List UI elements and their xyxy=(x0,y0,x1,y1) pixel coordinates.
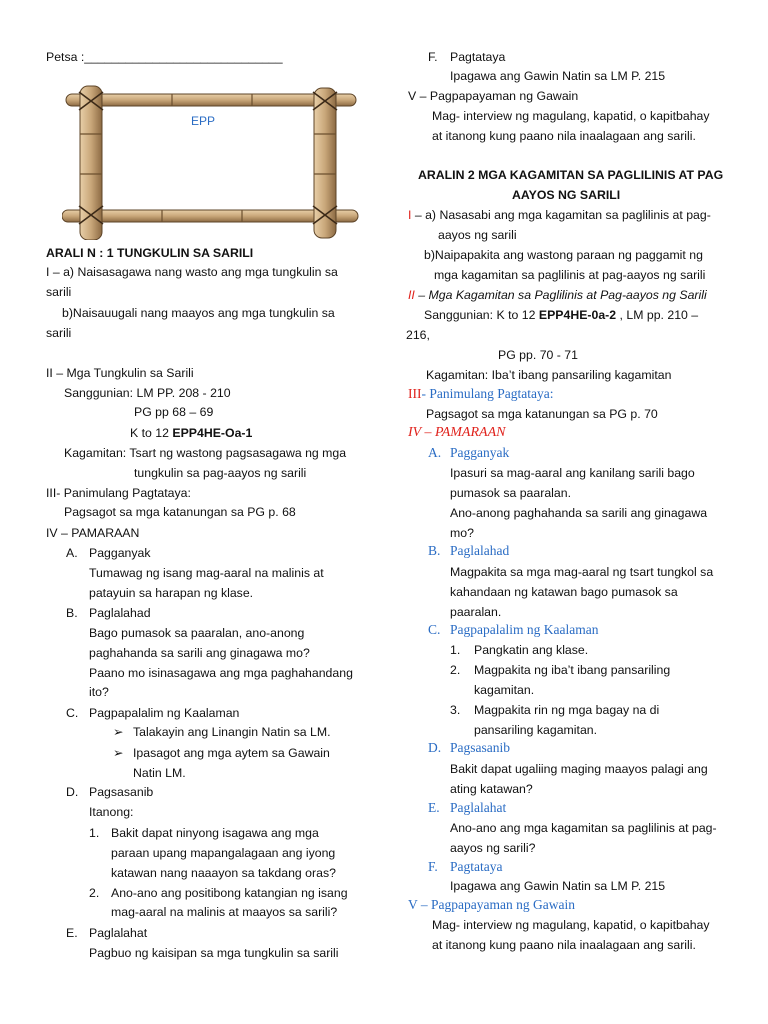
pg-pages: PG pp. 70 - 71 xyxy=(498,348,578,362)
question-number: 2. xyxy=(89,886,100,900)
item-a-text: Ano-anong paghahanda sa sarili ang ginagawa xyxy=(450,506,708,520)
objective-b-cont: mga kagamitan sa paglilinis at pag-aayos ng sarili xyxy=(434,268,706,282)
list-number: 1. xyxy=(450,643,461,657)
item-f-text: Ipagawa ang Gawin Natin sa LM P. 215 xyxy=(450,879,666,893)
section-iii-text: Pagsagot sa mga katanungan sa PG p. 70 xyxy=(426,407,658,421)
item-e-title: Paglalahat xyxy=(450,800,507,815)
item-c-label: C. xyxy=(66,706,79,720)
item-e-text: Ano-ano ang mga kagamitan sa paglilinis at pag- xyxy=(450,821,717,835)
item-a-text: pumasok sa paaralan. xyxy=(450,486,571,500)
arrow-bullet-icon: ➢ xyxy=(113,725,124,739)
list-item: Magpakita ng iba’t ibang pansariling xyxy=(474,663,671,677)
objective-b: b)Naipapakita ang wastong paraan ng paggamit ng xyxy=(424,248,703,262)
item-a-text: patayuin sa harapan ng klase. xyxy=(89,586,254,600)
objective-b: b)Naisauugali nang maayos ang mga tungkulin sa xyxy=(62,306,335,320)
section-ii-title: II – Mga Kagamitan sa Paglilinis at Pag-aayos ng Sarili xyxy=(408,288,707,302)
question-number: 1. xyxy=(89,826,100,840)
item-c-bullet-cont: Natin LM. xyxy=(133,766,186,780)
item-f-label: F. xyxy=(428,859,438,874)
list-item-cont: kagamitan. xyxy=(474,683,535,697)
item-e-text: aayos ng sarili? xyxy=(450,841,536,855)
section-iv-title: IV – PAMARAAN xyxy=(46,526,140,540)
item-f-title: Pagtataya xyxy=(450,859,503,874)
item-d-label: D. xyxy=(66,785,79,799)
objective-a: I – a) Naisasagawa nang wasto ang mga tungkulin sa xyxy=(46,265,338,279)
item-b-text: Paano mo isinasagawa ang mga paghahandang xyxy=(89,666,353,680)
sanggunian: Sanggunian: LM PP. 208 - 210 xyxy=(64,386,231,400)
item-a-text: Ipasuri sa mag-aaral ang kanilang sarili bago xyxy=(450,466,695,480)
epp-label: EPP xyxy=(191,114,216,128)
objective-i: I – a) Nasasabi ang mga kagamitan sa paglilinis at pag- xyxy=(408,208,711,222)
kagamitan: Kagamitan: Iba’t ibang pansariling kagamitan xyxy=(426,368,672,382)
section-iii-title: III- Panimulang Pagtataya: xyxy=(408,386,554,401)
section-v-title: V – Pagpapayaman ng Gawain xyxy=(408,89,579,103)
item-a-text: mo? xyxy=(450,526,474,540)
section-ii-title: II – Mga Tungkulin sa Sarili xyxy=(46,366,194,380)
k12-code-line: K to 12 EPP4HE-Oa-1 xyxy=(130,426,253,440)
item-c-title: Pagpapalalim ng Kaalaman xyxy=(450,622,599,637)
item-d-text: ating katawan? xyxy=(450,782,533,796)
item-d-text: Bakit dapat ugaliing maging maayos palagi ang xyxy=(450,762,708,776)
item-c-bullet: Talakayin ang Linangin Natin sa LM. xyxy=(133,725,331,739)
bamboo-frame-image xyxy=(62,84,360,240)
list-item: Magpakita rin ng mga bagay na di xyxy=(474,703,660,717)
item-a-text: Tumawag ng isang mag-aaral na malinis at xyxy=(89,566,324,580)
question-text: katawan nang naaayon sa takdang oras? xyxy=(111,866,336,880)
item-b-label: B. xyxy=(66,606,78,620)
section-v-text: Mag- interview ng magulang, kapatid, o kapitbahay xyxy=(432,918,710,932)
section-v-text: at itanong kung paano nila inaalagaan ang sarili. xyxy=(432,129,696,143)
section-iv-title: IV – PAMARAAN xyxy=(408,425,506,440)
item-b-text: Bago pumasok sa paaralan, ano-anong xyxy=(89,626,305,640)
item-f-label: F. xyxy=(428,50,438,64)
item-e-title: Paglalahat xyxy=(89,926,148,940)
question-text: Ano-ano ang positibong katangian ng isang xyxy=(111,886,348,900)
item-c-bullet: Ipasagot ang mga aytem sa Gawain xyxy=(133,746,330,760)
item-b-text: ito? xyxy=(89,685,109,699)
item-e-label: E. xyxy=(66,926,78,940)
arrow-bullet-icon: ➢ xyxy=(113,746,124,760)
kagamitan-cont: tungkulin sa pag-aayos ng sarili xyxy=(134,466,307,480)
section-v-text: at itanong kung paano nila inaalagaan ang sarili. xyxy=(432,938,696,952)
item-d-itanong: Itanong: xyxy=(89,805,134,819)
item-a-title: Pagganyak xyxy=(450,445,510,460)
item-c-label: C. xyxy=(428,622,441,637)
item-b-text: paaralan. xyxy=(450,605,502,619)
list-number: 3. xyxy=(450,703,461,717)
item-f-text: Ipagawa ang Gawin Natin sa LM P. 215 xyxy=(450,69,666,83)
section-v-text: Mag- interview ng magulang, kapatid, o kapitbahay xyxy=(432,109,710,123)
item-b-title: Paglalahad xyxy=(89,606,151,620)
question-text: Bakit dapat ninyong isagawa ang mga xyxy=(111,826,319,840)
kagamitan: Kagamitan: Tsart ng wastong pagsasagawa ng mga xyxy=(64,446,347,460)
objective-b-cont: sarili xyxy=(46,326,72,340)
question-text: mag-aaral na malinis at maayos sa sarili? xyxy=(111,905,338,919)
section-iii-title: III- Panimulang Pagtataya: xyxy=(46,486,191,500)
item-d-label: D. xyxy=(428,740,442,755)
item-b-text: Magpakita sa mga mag-aaral ng tsart tungkol sa xyxy=(450,565,714,579)
objective-a-cont: sarili xyxy=(46,285,72,299)
aralin-2-title-cont: AAYOS NG SARILI xyxy=(512,188,621,202)
item-e-text: Pagbuo ng kaisipan sa mga tungkulin sa sarili xyxy=(89,946,339,960)
list-item-cont: pansariling kagamitan. xyxy=(474,723,598,737)
item-e-label: E. xyxy=(428,800,440,815)
item-b-title: Paglalahad xyxy=(450,543,510,558)
item-b-text: paghahanda sa sarili ang ginagawa mo? xyxy=(89,646,310,660)
item-b-text: kahandaan ng katawan bago pumasok sa xyxy=(450,585,678,599)
arali-1-title: ARALI N : 1 TUNGKULIN SA SARILI xyxy=(46,246,254,260)
date-line: Petsa :_____________________________ xyxy=(46,50,283,64)
sanggunian-cont: 216, xyxy=(406,328,430,342)
item-b-label: B. xyxy=(428,543,441,558)
aralin-2-title: ARALIN 2 MGA KAGAMITAN SA PAGLILINIS AT PAG xyxy=(418,168,724,182)
item-a-label: A. xyxy=(428,445,442,460)
section-v-title: V – Pagpapayaman ng Gawain xyxy=(408,897,575,912)
item-a-title: Pagganyak xyxy=(89,546,151,560)
objective-i-cont: aayos ng sarili xyxy=(438,228,517,242)
item-a-label: A. xyxy=(66,546,78,560)
question-text: paraan upang mapangalagaan ang iyong xyxy=(111,846,336,860)
sanggunian: Sanggunian: K to 12 EPP4HE-0a-2 , LM pp. 210 – xyxy=(424,308,699,322)
item-f-title: Pagtataya xyxy=(450,50,506,64)
list-number: 2. xyxy=(450,663,461,677)
item-d-title: Pagsasanib xyxy=(450,740,510,755)
section-iii-text: Pagsagot sa mga katanungan sa PG p. 68 xyxy=(64,505,296,519)
item-d-title: Pagsasanib xyxy=(89,785,154,799)
list-item: Pangkatin ang klase. xyxy=(474,643,589,657)
item-c-title: Pagpapalalim ng Kaalaman xyxy=(89,706,240,720)
pg-pages: PG pp 68 – 69 xyxy=(134,405,214,419)
